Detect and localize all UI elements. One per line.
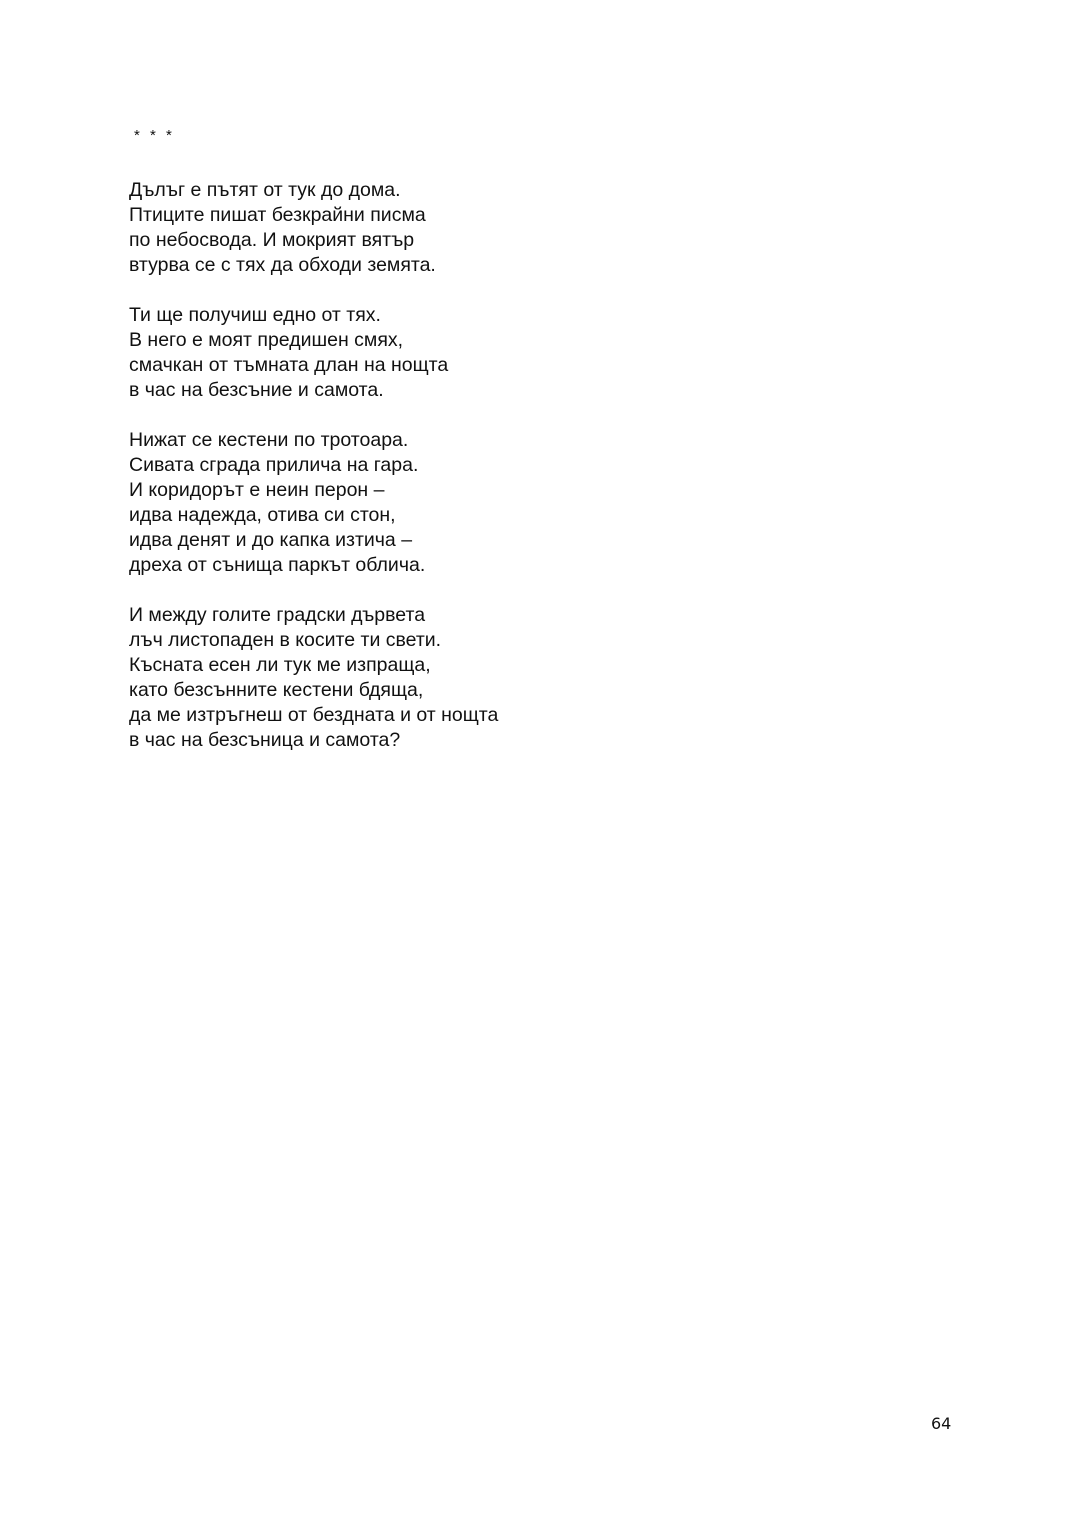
poem-line: като безсънните кестени бдяща, — [129, 679, 424, 701]
stanza-1 — [129, 178, 829, 278]
poem-line: втурва се с тях да обходи земята. — [129, 254, 436, 276]
poem-line: смачкан от тъмната длан на нощта — [129, 354, 449, 376]
poem-line: Нижат се кестени по тротоара. — [129, 429, 409, 451]
poem — [129, 178, 829, 778]
section-separator: * * * — [134, 127, 175, 144]
poem-line: И между голите градски дървета — [129, 604, 426, 626]
poem-line: идва надежда, отива си стон, — [129, 504, 396, 526]
poem-line: лъч листопаден в косите ти свети. — [129, 629, 442, 651]
stanza-3 — [129, 428, 829, 578]
poem-line: Ти ще получиш едно от тях. — [129, 304, 381, 326]
stanza-4 — [129, 603, 829, 753]
poem-line: в час на безсъние и самота. — [129, 379, 384, 401]
poem-line: И коридорът е неин перон – — [129, 479, 385, 501]
poem-line: да ме изтръгнеш от бездната и от нощта — [129, 704, 499, 726]
poem-line: Дълъг е пътят от тук до дома. — [129, 179, 401, 201]
poem-line: по небосвода. И мокрият вятър — [129, 229, 415, 251]
poem-line: Късната есен ли тук ме изпраща, — [129, 654, 431, 676]
poem-line: В него е моят предишен смях, — [129, 329, 404, 351]
poem-line: дреха от сънища паркът облича. — [129, 554, 426, 576]
poem-line: Птиците пишат безкрайни писма — [129, 204, 426, 226]
stanza-2 — [129, 303, 829, 403]
poem-line: идва денят и до капка изтича – — [129, 529, 413, 551]
poem-line: в час на безсъница и самота? — [129, 729, 401, 751]
page-number: 64 — [931, 1414, 952, 1433]
poem-line: Сивата сграда прилича на гара. — [129, 454, 419, 476]
